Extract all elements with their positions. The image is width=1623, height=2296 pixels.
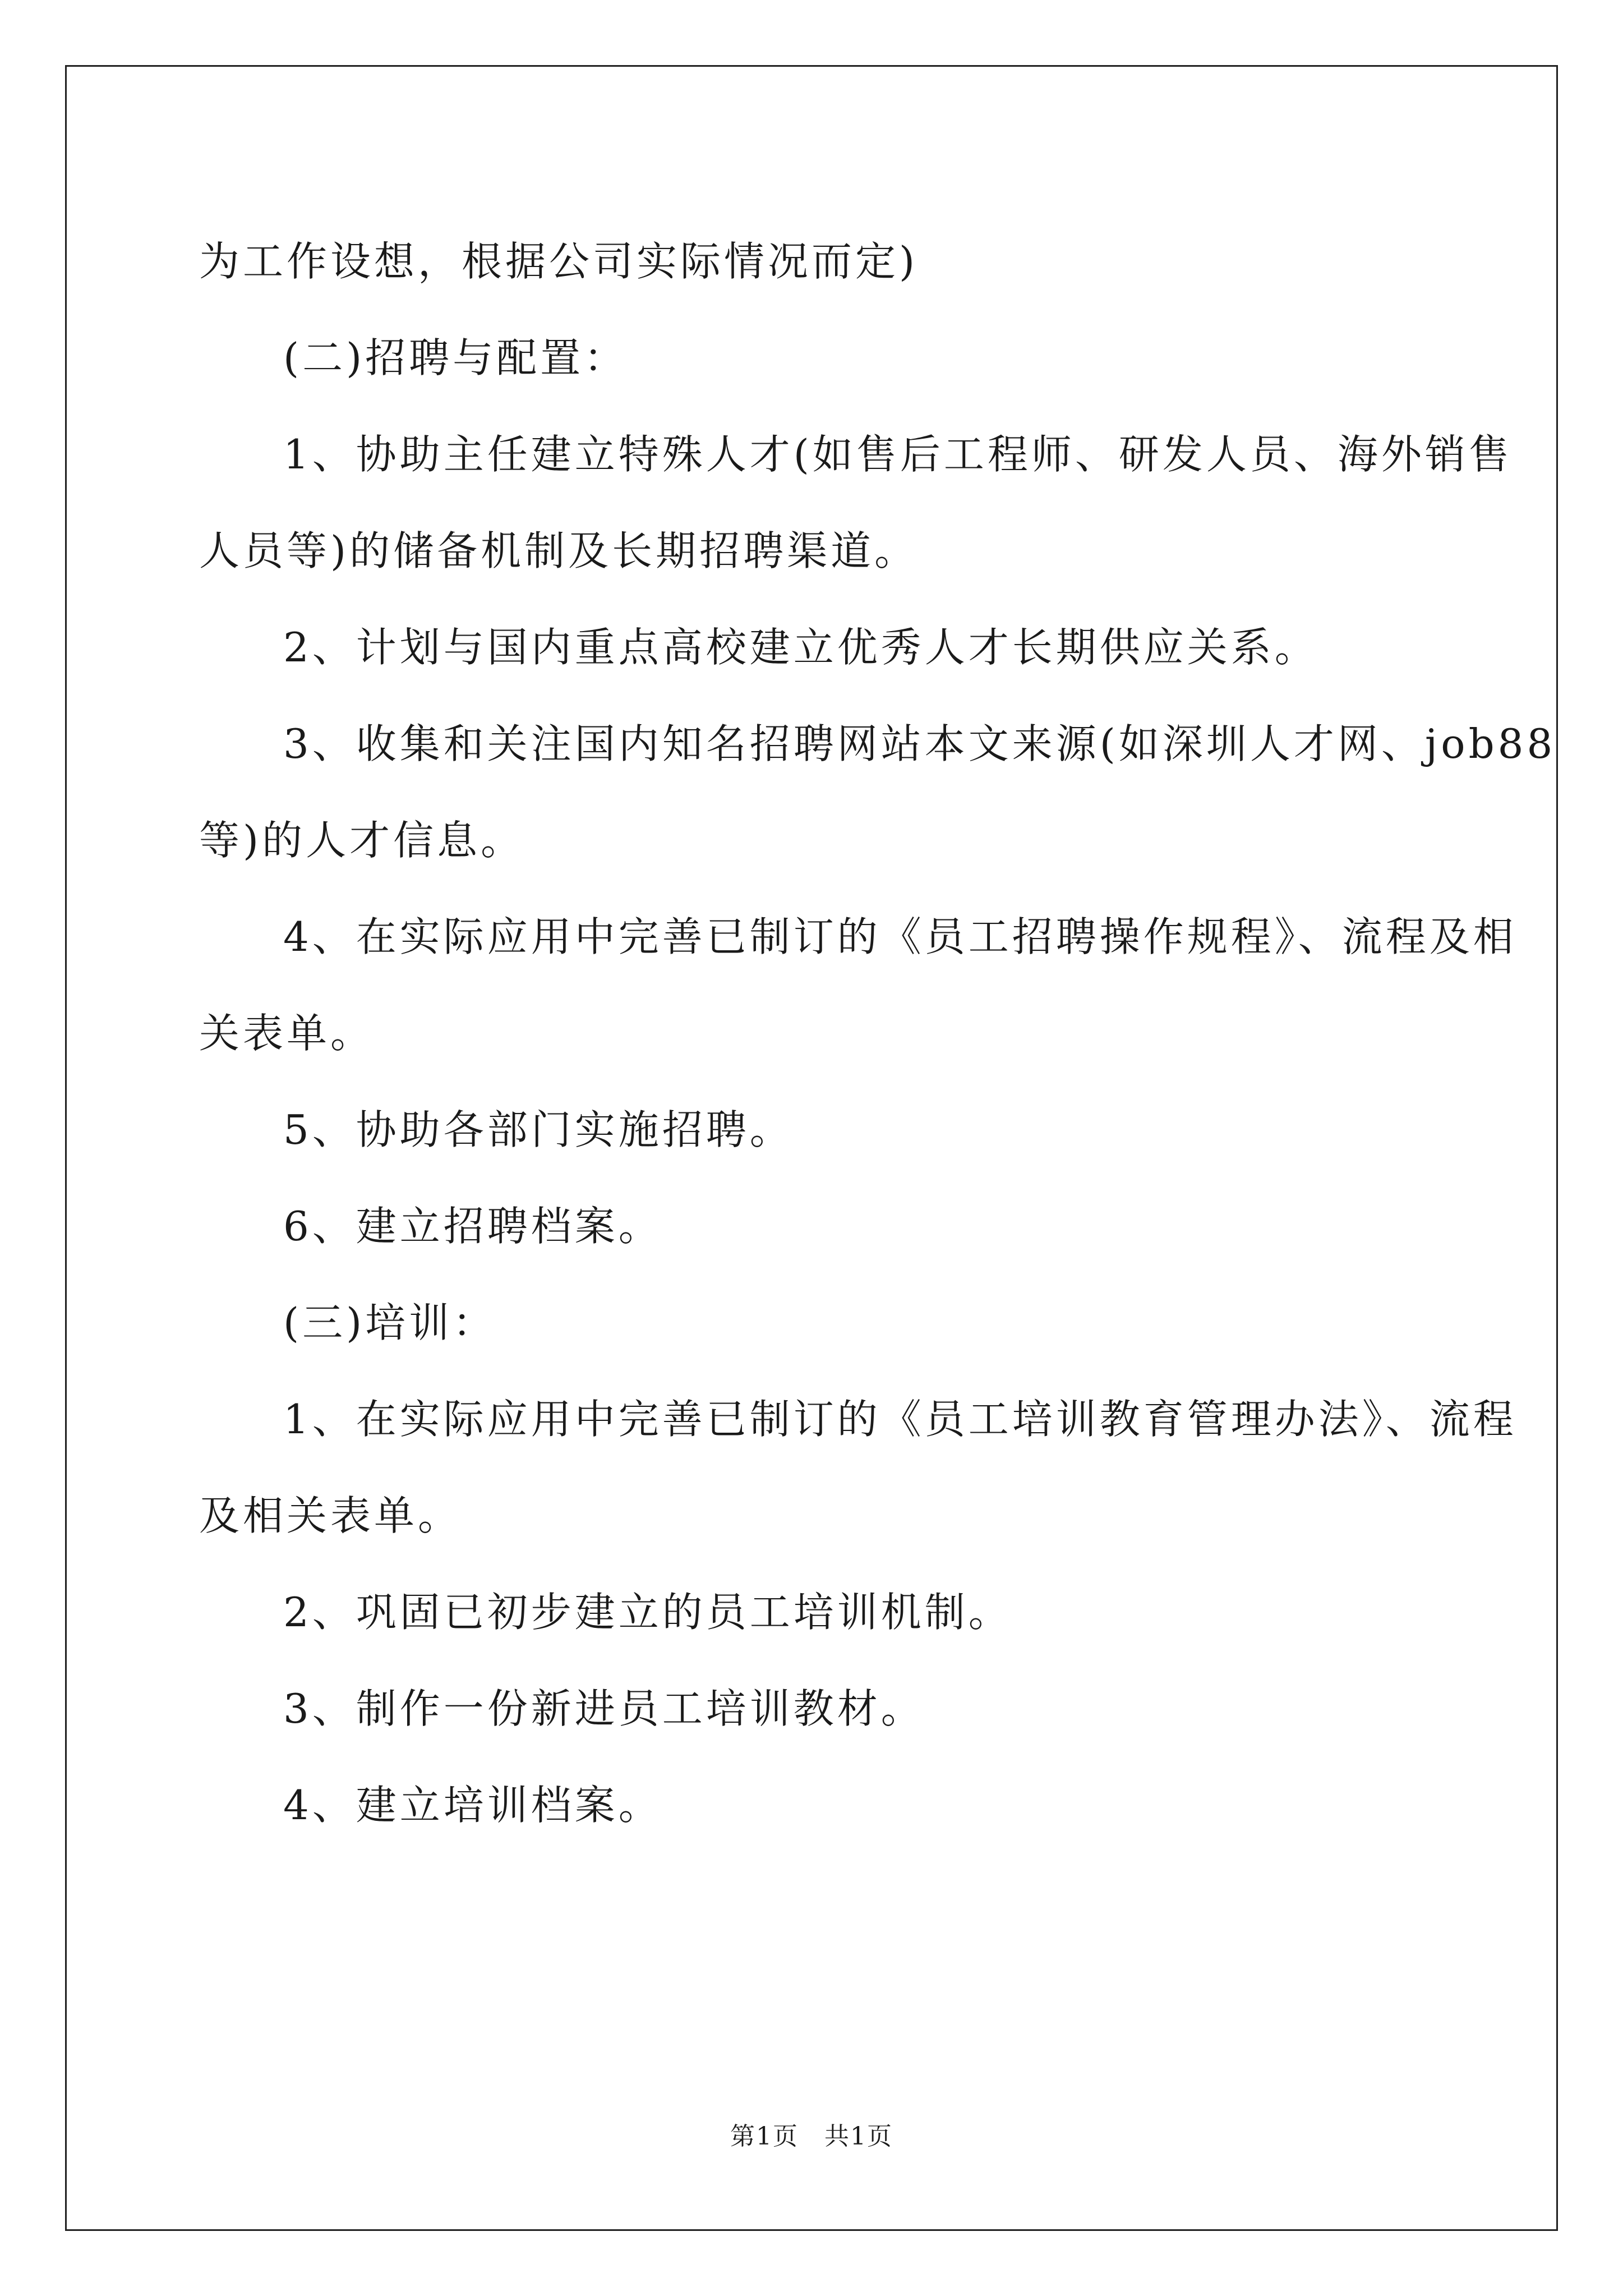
paragraph-line: 关表单。 <box>199 1010 375 1057</box>
paragraph-line: 为工作设想，根据公司实际情况而定) <box>199 238 919 285</box>
paragraph-line: 5、协助各部门实施招聘。 <box>283 1106 794 1153</box>
paragraph-line: 2、巩固已初步建立的员工培训机制。 <box>283 1589 1012 1636</box>
paragraph-line: 1、协助主任建立特殊人才(如售后工程师、研发人员、海外销售 <box>283 431 1513 478</box>
page-number-label: 第1页 共1页 <box>730 2122 893 2151</box>
paragraph-line: 1、在实际应用中完善已制订的《员工培训教育管理办法》、流程 <box>283 1396 1517 1443</box>
paragraph-line: 4、建立培训档案。 <box>283 1782 662 1829</box>
paragraph-line: 2、计划与国内重点高校建立优秀人才长期供应关系。 <box>283 624 1318 671</box>
paragraph-line: 4、在实际应用中完善已制订的《员工招聘操作规程》、流程及相 <box>283 913 1517 960</box>
paragraph-line: 3、制作一份新进员工培训教材。 <box>283 1685 925 1732</box>
paragraph-line: 3、收集和关注国内知名招聘网站本文来源(如深圳人才网、job88 <box>283 720 1556 767</box>
paragraph-line: 及相关表单。 <box>199 1492 462 1539</box>
section-heading-recruitment: (二)招聘与配置： <box>283 334 628 381</box>
paragraph-line: 6、建立招聘档案。 <box>283 1203 662 1250</box>
section-heading-training: (三)培训： <box>283 1299 497 1346</box>
paragraph-line: 等)的人才信息。 <box>199 817 525 864</box>
paragraph-line: 人员等)的储备机制及长期招聘渠道。 <box>199 527 919 574</box>
document-body <box>199 213 1556 1853</box>
page-footer <box>0 2116 1623 2152</box>
